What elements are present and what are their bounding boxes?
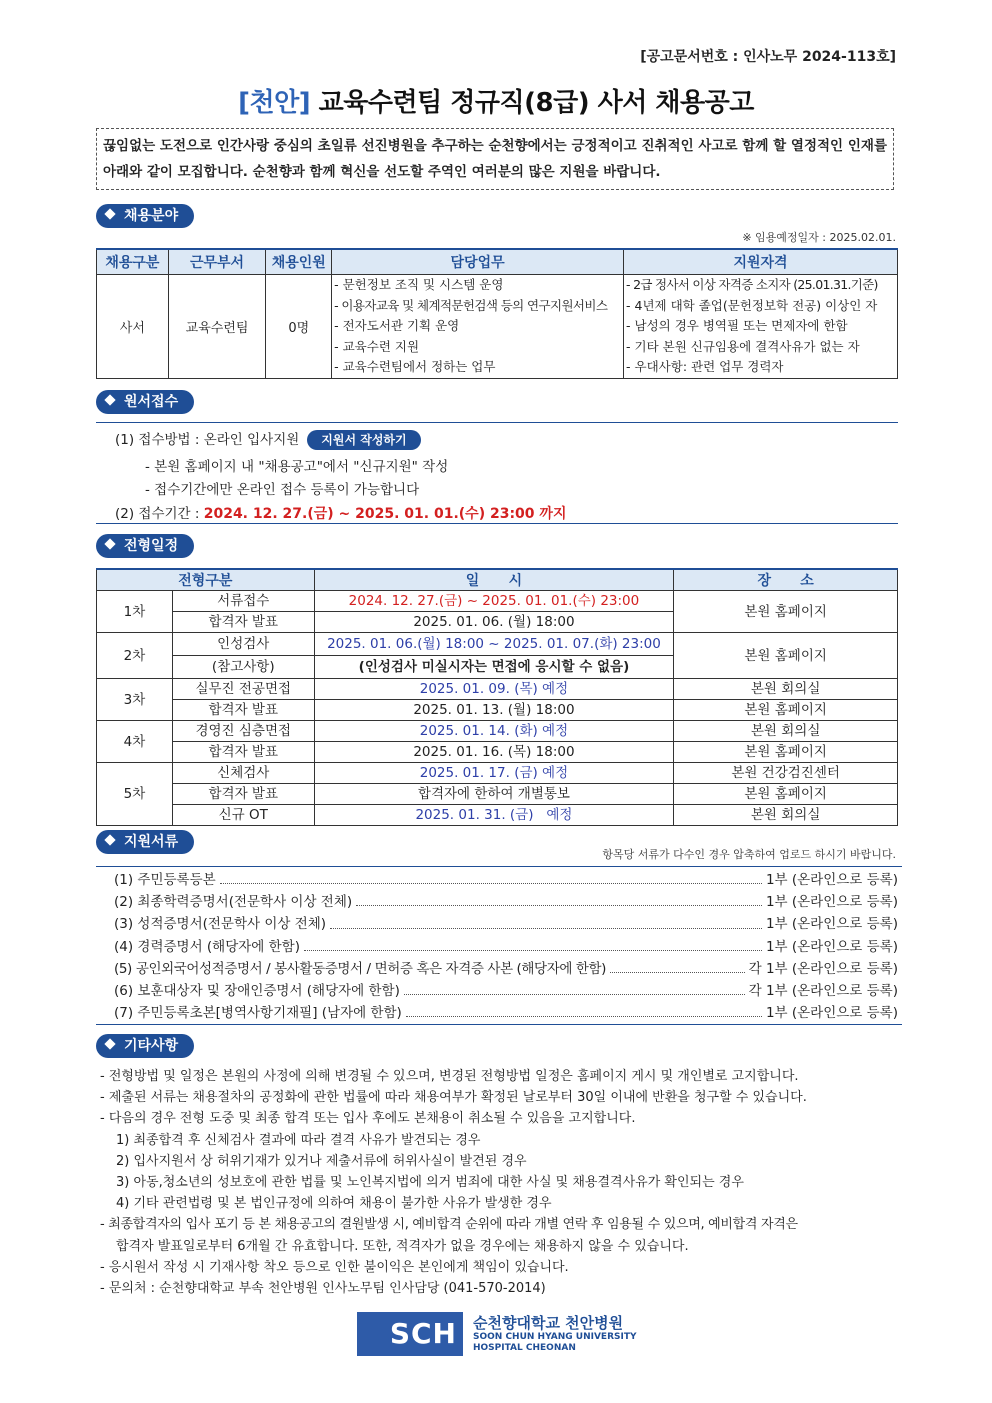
- list-item: [96, 958, 902, 980]
- section-title: 원서접수: [124, 394, 179, 410]
- note-line: 2) 입사지원서 상 허위기재가 있거나 제출서류에 허위사실이 발견된 경우: [116, 1153, 527, 1169]
- doc-label: (3) 성적증명서(전문학사 이상 전체): [114, 916, 327, 933]
- page-title: [0, 82, 992, 119]
- note-line: - 문의처 : 순천향대학교 부속 천안병원 인사노무팀 인사담당 (041-570-2014): [100, 1281, 546, 1297]
- stage-item: 합격자 발표: [172, 742, 314, 763]
- qual-item: - 남성의 경우 병역필 또는 면제자에 한함: [626, 318, 848, 334]
- stage-date: 2025. 01. 16. (목) 18:00: [314, 742, 674, 763]
- dot-leader: [220, 869, 762, 884]
- stage-date: 2024. 12. 27.(금) ~ 2025. 01. 01.(수) 23:00: [314, 591, 674, 612]
- section-title: 기타사항: [124, 1038, 179, 1054]
- section-header-apply: [96, 390, 194, 414]
- note-line: 합격자 발표일로부터 6개월 간 유효합니다. 또한, 적격자가 없을 경우에는 채용하지 않을 수 있습니다.: [116, 1238, 689, 1254]
- list-item: [96, 936, 902, 958]
- hospital-logo: [357, 1312, 637, 1356]
- write-application-button[interactable]: 지원서 작성하기: [307, 430, 420, 450]
- stage-place: 본원 회의실: [674, 805, 898, 826]
- schedule-table-header: [97, 569, 898, 591]
- list-item: [96, 1002, 902, 1024]
- duty-item: - 전자도서관 기획 운영: [334, 318, 460, 334]
- apply-period-label: (2) 접수기간 :: [115, 506, 204, 522]
- stage-place: 본원 회의실: [674, 721, 898, 742]
- duty-item: - 교육수련 지원: [334, 338, 420, 354]
- header-cell: 전형구분: [97, 569, 315, 591]
- title-location: [천안]: [238, 88, 311, 118]
- stage-place: 본원 홈페이지: [674, 700, 898, 721]
- title-main: 교육수련팀 정규직(8급) 사서 채용공고: [310, 88, 754, 118]
- table-row: [97, 275, 898, 379]
- intro-box: 끊임없는 도전으로 인간사랑 중심의 초일류 선진병원을 추구하는 순천향에서는 긍정적이고 진취적인 사고로 함께 할 열정적인 인재를 아래와 같이 모집합니다. 순천향과 함께 혁신을 선도할 주역인 여러분의 많은 지원을 바랍니다.: [96, 128, 894, 190]
- stage-item: 실무진 전공면접: [172, 679, 314, 700]
- dot-leader: [330, 913, 762, 928]
- logo-name-en: SOON CHUN HYANG UNIVERSITY: [473, 1332, 637, 1342]
- note-line: - 응시원서 작성 시 기재사항 착오 등으로 인한 불이익은 본인에게 책임이 있습니다.: [100, 1259, 569, 1275]
- header-cell: 채용구분: [97, 249, 169, 275]
- doc-label: (2) 최종학력증명서(전문학사 이상 전체): [114, 894, 353, 911]
- diamond-icon: [104, 394, 115, 405]
- document-number: [공고문서번호 : 인사노무 2024-113호]: [640, 49, 896, 65]
- recruit-table-header: [97, 249, 898, 275]
- table-row: [97, 763, 898, 784]
- section-title: 전형일정: [124, 538, 179, 554]
- section-title: 채용분야: [124, 208, 179, 224]
- stage-date: 합격자에 한하여 개별통보: [314, 784, 674, 805]
- table-row: [97, 805, 898, 826]
- table-row: [97, 591, 898, 612]
- qual-item: - 우대사항: 관련 업무 경력자: [626, 359, 784, 375]
- list-item: [96, 869, 902, 891]
- doc-label: (4) 경력증명서 (해당자에 한함): [114, 938, 300, 955]
- recruit-table: [96, 248, 898, 379]
- section-header-recruit: [96, 204, 194, 228]
- recruit-duties: [332, 275, 624, 379]
- stage-place: 본원 홈페이지: [674, 591, 898, 633]
- stage-date: 2025. 01. 13. (월) 18:00: [314, 700, 674, 721]
- doc-count: 각 1부 (온라인으로 등록): [748, 960, 898, 977]
- stage-label: 5차: [97, 763, 173, 826]
- header-cell: 지원자격: [624, 249, 898, 275]
- apply-period-value: 2024. 12. 27.(금) ~ 2025. 01. 01.(수) 23:00 까지: [203, 506, 567, 522]
- stage-date: 2025. 01. 06.(월) 18:00 ~ 2025. 01. 07.(화) 23:00: [314, 633, 674, 656]
- diamond-icon: [104, 1038, 115, 1049]
- duty-item: - 이용자교육 및 체계적문헌검색 등의 연구지원서비스: [334, 297, 608, 313]
- header-cell: 일 시: [314, 569, 674, 591]
- documents-note: 항목당 서류가 다수인 경우 압축하여 업로드 하시기 바랍니다.: [602, 848, 896, 861]
- stage-item: 신체검사: [172, 763, 314, 784]
- logo-text: [473, 1314, 637, 1354]
- note-line: - 전형방법 및 일정은 본원의 사정에 의해 변경될 수 있으며, 변경된 전형방법 일정은 홈페이지 게시 및 개인별로 고지합니다.: [100, 1069, 799, 1084]
- stage-item: 신규 OT: [172, 805, 314, 826]
- dot-leader: [406, 1002, 762, 1017]
- recruit-type: 사서: [97, 275, 169, 379]
- stage-place: 본원 홈페이지: [674, 784, 898, 805]
- stage-place: 본원 회의실: [674, 679, 898, 700]
- qual-item: - 2급 정사서 이상 자격증 소지자 (25.01.31.기준): [626, 277, 878, 293]
- note-line: 4) 기타 관련법령 및 본 법인규정에 의하여 채용이 불가한 사유가 발생한 경우: [116, 1196, 552, 1212]
- duty-item: - 교육수련팀에서 정하는 업무: [334, 359, 496, 375]
- stage-label: 3차: [97, 679, 173, 721]
- doc-count: 1부 (온라인으로 등록): [765, 872, 898, 888]
- stage-place: 본원 홈페이지: [674, 633, 898, 679]
- duty-item: - 문헌정보 조직 및 시스템 운영: [334, 277, 504, 293]
- stage-date: 2025. 01. 14. (화) 예정: [314, 721, 674, 742]
- apply-period: [115, 502, 566, 523]
- doc-count: 1부 (온라인으로 등록): [765, 1005, 898, 1022]
- stage-place: 본원 건강검진센터: [674, 763, 898, 784]
- diamond-icon: [104, 834, 115, 845]
- dot-leader: [304, 936, 762, 951]
- header-cell: 채용인원: [266, 249, 332, 275]
- apply-method: [115, 428, 421, 450]
- doc-count: 1부 (온라인으로 등록): [765, 938, 898, 955]
- note-line: - 최종합격자의 입사 포기 등 본 채용공고의 결원발생 시, 예비합격 순위에 따라 개별 연락 후 임용될 수 있으며, 예비합격 자격은: [100, 1217, 798, 1233]
- stage-item: 경영진 심층면접: [172, 721, 314, 742]
- etc-notes: [100, 1066, 900, 1299]
- diamond-icon: [104, 538, 115, 549]
- logo-name-kr: 순천향대학교 천안병원: [473, 1314, 624, 1332]
- header-cell: 근무부서: [168, 249, 266, 275]
- header-cell: 장 소: [674, 569, 898, 591]
- stage-label: 4차: [97, 721, 173, 763]
- diamond-icon: [104, 208, 115, 219]
- table-row: [97, 721, 898, 742]
- doc-count: 각 1부 (온라인으로 등록): [748, 982, 898, 999]
- doc-label: (6) 보훈대상자 및 장애인증명서 (해당자에 한함): [114, 982, 400, 999]
- stage-date: 2025. 01. 17. (금) 예정: [314, 763, 674, 784]
- section-header-etc: [96, 1034, 194, 1058]
- sch-logo-mark: SCH: [357, 1312, 463, 1356]
- dot-leader: [404, 980, 745, 995]
- recruit-quals: [624, 275, 898, 379]
- table-row: [97, 742, 898, 763]
- stage-item: 인성검사: [172, 633, 314, 656]
- apply-sub-homepage: - 본원 홈페이지 내 "채용공고"에서 "신규지원" 작성: [145, 459, 449, 475]
- list-item: [96, 913, 902, 935]
- doc-count: 1부 (온라인으로 등록): [765, 894, 898, 911]
- stage-item: 합격자 발표: [172, 700, 314, 721]
- section-title: 지원서류: [124, 834, 179, 850]
- stage-item: 합격자 발표: [172, 784, 314, 805]
- note-line: - 제출된 서류는 채용절차의 공정화에 관한 법률에 따라 채용여부가 확정된 날로부터 30일 이내에 반환을 청구할 수 있습니다.: [100, 1090, 807, 1106]
- doc-label: (7) 주민등록초본[병역사항기재필] (남자에 한함): [114, 1005, 402, 1022]
- note-line: - 다음의 경우 전형 도중 및 최종 합격 또는 입사 후에도 본채용이 취소될 수 있음을 고지합니다.: [100, 1111, 636, 1127]
- stage-date: 2025. 01. 31. (금) 예정: [314, 805, 674, 826]
- table-row: [97, 679, 898, 700]
- doc-count: 1부 (온라인으로 등록): [765, 916, 898, 933]
- stage-date: 2025. 01. 09. (목) 예정: [314, 679, 674, 700]
- stage-date: 2025. 01. 06. (월) 18:00: [314, 612, 674, 633]
- list-item: [96, 891, 902, 913]
- divider: [96, 523, 898, 524]
- stage-date: (인성검사 미실시자는 면접에 응시할 수 없음): [314, 656, 674, 679]
- table-row: [97, 784, 898, 805]
- list-item: [96, 980, 902, 1002]
- qual-item: - 4년제 대학 졸업(문헌정보학 전공) 이상인 자: [626, 297, 878, 313]
- recruit-count: 0명: [266, 275, 332, 379]
- table-row: [97, 700, 898, 721]
- dot-leader: [356, 891, 762, 906]
- stage-place: 본원 홈페이지: [674, 742, 898, 763]
- logo-name-en: HOSPITAL CHEONAN: [473, 1343, 576, 1353]
- qual-item: - 기타 본원 신규임용에 결격사유가 없는 자: [626, 338, 860, 354]
- stage-item: 합격자 발표: [172, 612, 314, 633]
- doc-label: (1) 주민등록등본: [114, 872, 216, 888]
- documents-list: [96, 866, 902, 1025]
- note-line: 1) 최종합격 후 신체검사 결과에 따라 결격 사유가 발견되는 경우: [116, 1132, 481, 1148]
- table-row: [97, 633, 898, 656]
- apply-sub-period-only: - 접수기간에만 온라인 접수 등록이 가능합니다: [145, 482, 420, 498]
- doc-label: (5) 공인외국어성적증명서 / 봉사활동증명서 / 면허증 혹은 자격증 사본 (해당자에 한함): [114, 960, 607, 977]
- dot-leader: [610, 958, 745, 973]
- note-line: 3) 아동,청소년의 성보호에 관한 법률 및 노인복지법에 의거 범죄에 대한 사실 및 채용결격사유가 확인되는 경우: [116, 1175, 744, 1191]
- appointment-date: ※ 임용예정일자 : 2025.02.01.: [742, 231, 896, 244]
- apply-method-text: (1) 접수방법 : 온라인 입사지원: [115, 432, 300, 448]
- schedule-table: [96, 568, 898, 826]
- recruit-dept: 교육수련팀: [168, 275, 266, 379]
- section-header-schedule: [96, 534, 194, 558]
- stage-label: 2차: [97, 633, 173, 679]
- stage-item: (참고사항): [172, 656, 314, 679]
- section-header-documents: [96, 830, 194, 854]
- stage-label: 1차: [97, 591, 173, 633]
- divider: [96, 422, 898, 423]
- stage-item: 서류접수: [172, 591, 314, 612]
- header-cell: 담당업무: [332, 249, 624, 275]
